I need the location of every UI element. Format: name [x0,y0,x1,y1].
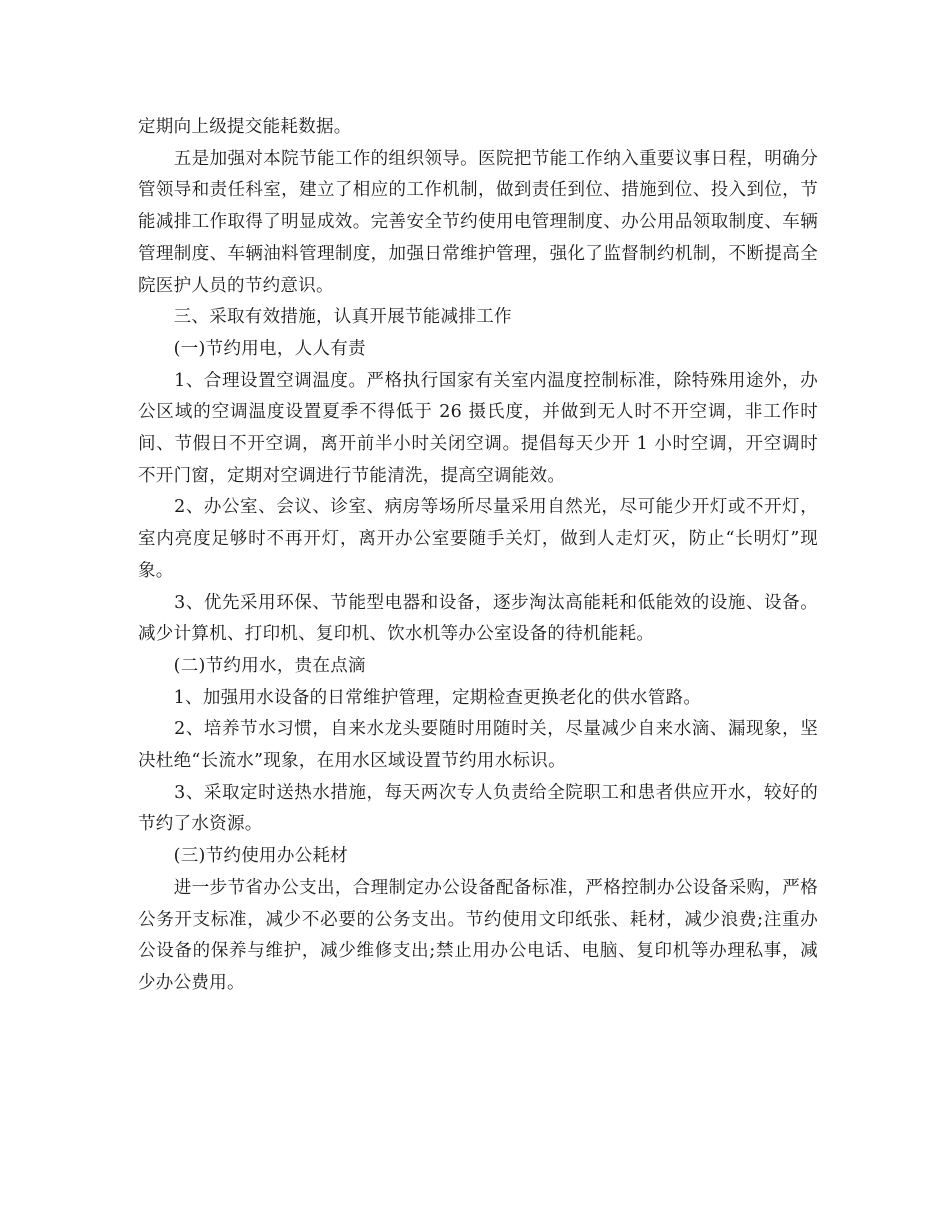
subheading-office-supplies: (三)节约使用办公耗材 [138,846,349,867]
list-item: 3、优先采用环保、节能型电器和设备，逐步淘汰高能耗和低能效的设施、设备。减少计算机、打印机、复印机、饮水机等办公室设备的待机能耗。 [138,592,818,645]
section-heading-measures: 三、采取有效措施，认真开展节能减排工作 [138,307,512,328]
document-body [138,112,818,1000]
paragraph-leadership: 五是加强对本院节能工作的组织领导。医院把节能工作纳入重要议事日程，明确分管领导和责任科室，建立了相应的工作机制，做到责任到位、措施到位、投入到位，节能减排工作取得了明显成效。完善安全节约使用电管理制度、办公用品领取制度、车辆管理制度、车辆油料管理制度，加强日常维护管理，强化了监督制约机制，不断提高全院医护人员的节约意识。 [138,148,818,296]
paragraph-continuation: 定期向上级提交能耗数据。 [138,117,352,137]
list-item: 1、加强用水设备的日常维护管理，定期检查更换老化的供水管路。 [138,687,702,708]
list-item: 2、培养节水习惯，自来水龙头要随时用随时关，尽量减少自来水滴、漏现象，坚决杜绝“长流水”现象，在用水区域设置节约用水标识。 [138,719,818,772]
list-item: 1、合理设置空调温度。严格执行国家有关室内温度控制标准，除特殊用途外，办公区域的空调温度设置夏季不得低于 26 摄氏度，并做到无人时不开空调，非工作时间、节假日不开空调，离开前半小时关闭空调。提倡每天少开 1 小时空调，开空调时不开门窗，定期对空调进行节能清洗，提高空调能效。 [138,370,818,486]
list-item: 3、采取定时送热水措施，每天两次专人负责给全院职工和患者供应开水，较好的节约了水资源。 [138,782,818,835]
subheading-water: (二)节约用水，贵在点滴 [138,655,366,676]
list-item: 2、办公室、会议、诊室、病房等场所尽量采用自然光，尽可能少开灯或不开灯，室内亮度足够时不再开灯，离开办公室要随手关灯，做到人走灯灭，防止“长明灯”现象。 [138,497,818,581]
paragraph-office-expenses: 进一步节省办公支出，合理制定办公设备配备标准，严格控制办公设备采购，严格公务开支标准，减少不必要的公务支出。节约使用文印纸张、耗材，减少浪费;注重办公设备的保养与维护，减少维修支出;禁止用办公电话、电脑、复印机等办理私事，减少办公费用。 [138,877,818,993]
subheading-electricity: (一)节约用电，人人有责 [138,338,366,359]
